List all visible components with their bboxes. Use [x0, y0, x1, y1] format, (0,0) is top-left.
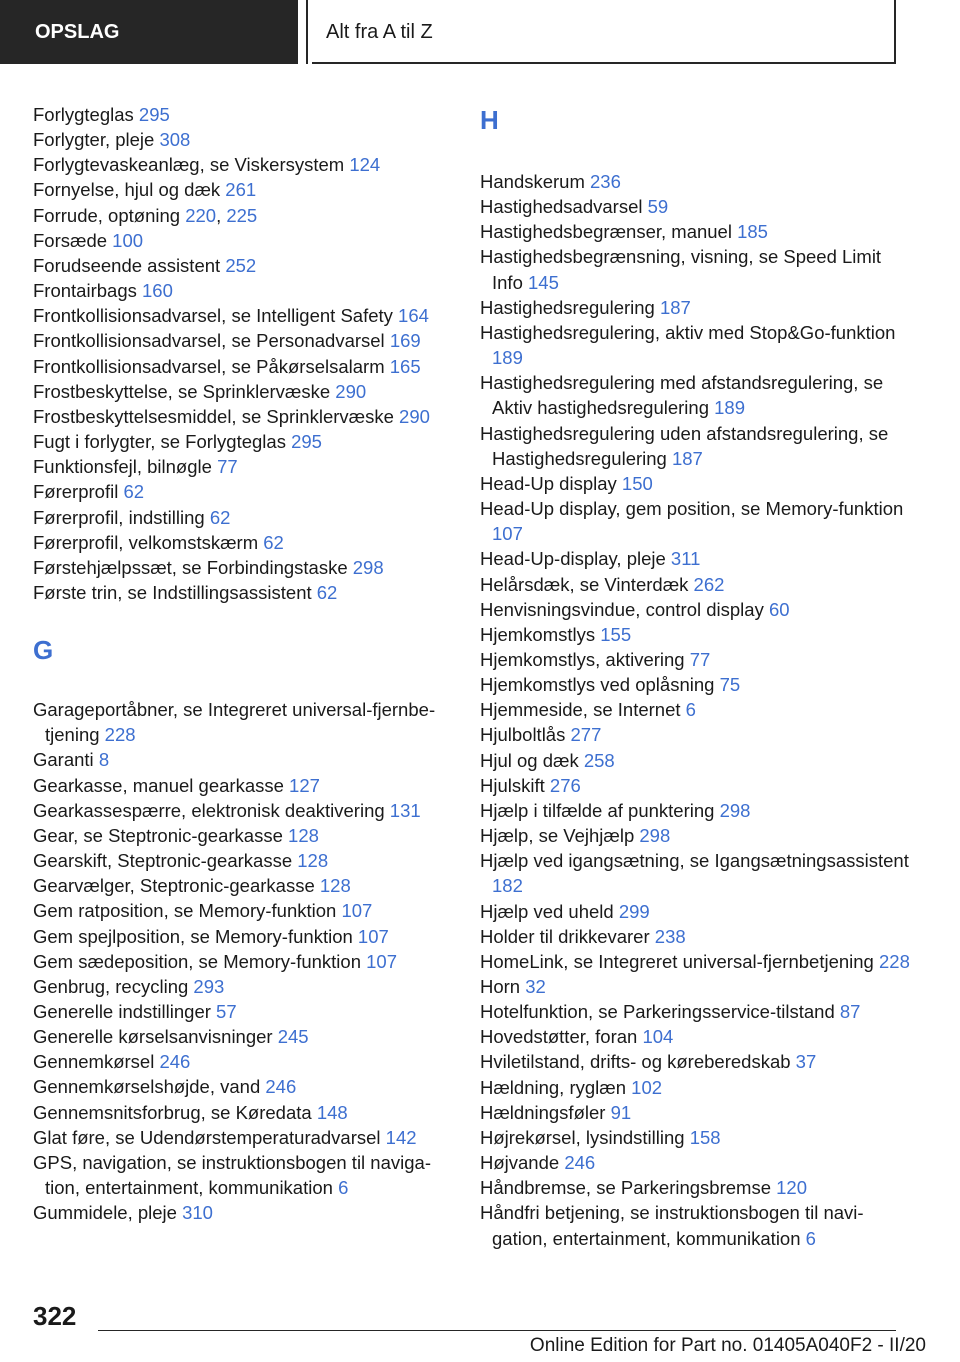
index-entry [33, 898, 453, 923]
index-entry [33, 1200, 453, 1225]
page-link[interactable]: 128 [297, 850, 329, 872]
page-link[interactable]: 169 [389, 330, 421, 352]
index-entry [480, 194, 910, 219]
index-entry [480, 823, 910, 848]
index-term: Frostbeskyttelsesmiddel, se Sprinklervæske [33, 405, 400, 427]
page-link[interactable]: 62 [123, 481, 145, 503]
page-link[interactable]: 258 [583, 749, 615, 771]
index-list-h [480, 169, 910, 1251]
index-term: Gennemkørsel [33, 1051, 160, 1073]
index-entry [33, 949, 453, 974]
index-term: Håndfri betjening, se instruktionsbogen til navigation, entertainment, kommunikation [480, 1202, 864, 1249]
index-term: Fugt i forlygter, se Forlygteglas [33, 431, 292, 453]
index-term: Forrude, optøning [33, 204, 186, 226]
page-link[interactable]: 165 [389, 355, 421, 377]
index-term: Hjemkomstlys [480, 623, 601, 645]
index-term: Højvande [480, 1152, 565, 1174]
index-term: Generelle indstillinger [33, 1001, 217, 1022]
index-entry [33, 848, 453, 873]
page-link[interactable]: 107 [492, 523, 523, 545]
index-term: Førerprofil, velkomstskærm [33, 531, 264, 553]
index-entry [33, 823, 453, 848]
index-term: Head-Up display [480, 472, 622, 494]
index-entry [33, 530, 453, 555]
index-term: Hældning, ryglæn [480, 1076, 632, 1098]
index-entry [33, 1024, 453, 1049]
page-link[interactable]: 77 [217, 456, 238, 478]
page-link[interactable]: 308 [159, 129, 191, 151]
index-entry [33, 747, 453, 772]
index-term: Hastighedsbegrænser, manuel [480, 221, 738, 243]
index-entry [33, 697, 453, 747]
index-term: Genbrug, recycling [33, 975, 194, 997]
index-term: Frontairbags [33, 280, 142, 302]
index-term: Hjemkomstlys ved oplåsning [480, 674, 720, 696]
page-link[interactable]: 142 [385, 1126, 417, 1148]
page-link[interactable]: 131 [389, 799, 421, 821]
chapter-header [312, 0, 896, 64]
index-term: Hastighedsregulering med afstandsregulering, se Aktiv hastighedsregulering [480, 372, 884, 419]
page-link[interactable]: 246 [265, 1076, 297, 1098]
index-list-g [33, 697, 453, 1225]
page-link[interactable]: 37 [795, 1051, 817, 1073]
index-entry [33, 974, 453, 999]
index-term: Horn [480, 976, 526, 997]
index-term: Hjælp ved igangsætning, se Igangsætningsassistent [480, 850, 909, 872]
index-term: Head-Up display, gem position, se Memory-funktion [480, 498, 904, 520]
page-link[interactable]: 75 [719, 674, 741, 696]
page-link[interactable]: 310 [182, 1202, 213, 1224]
page-link[interactable]: 298 [352, 556, 384, 578]
index-term: Hovedstøtter, foran [480, 1026, 643, 1048]
index-letter-h: H [480, 105, 499, 135]
page-link[interactable]: 298 [719, 799, 751, 821]
page-link[interactable]: 228 [104, 724, 136, 746]
index-entry [480, 597, 910, 622]
index-term: Hastighedsbegrænsning, visning, se Speed Limit Info [480, 246, 882, 293]
index-entry [480, 421, 910, 471]
index-entry [480, 370, 910, 420]
index-entry [33, 253, 453, 278]
page-link[interactable]: 57 [216, 1001, 237, 1022]
index-entry [33, 228, 453, 253]
index-entry [480, 899, 910, 924]
header-divider [306, 0, 308, 64]
index-term: Hældningsføler [480, 1101, 611, 1123]
index-entry [33, 798, 453, 823]
index-entry [480, 169, 910, 194]
page-link[interactable]: 228 [879, 950, 910, 972]
index-term: Gem sædeposition, se Memory-funktion [33, 950, 367, 972]
index-entry [480, 798, 910, 823]
page-link[interactable]: 62 [263, 531, 284, 553]
index-term: Forsæde [33, 229, 113, 251]
page-link[interactable]: 60 [768, 598, 790, 620]
index-entry [480, 974, 910, 999]
index-entry [33, 1150, 453, 1200]
index-entry [33, 479, 453, 504]
page-link[interactable]: 238 [654, 925, 686, 947]
index-term: Frontkollisionsadvarsel, se Personadvarsel [33, 330, 390, 352]
index-entry [480, 722, 910, 747]
index-letter-g: G [33, 635, 54, 666]
page-link[interactable]: 158 [689, 1126, 721, 1148]
page-link[interactable]: 32 [525, 976, 546, 997]
index-term: Gennemsnitsforbrug, se Køredata [33, 1101, 317, 1123]
index-term: Gennemkørselshøjde, vand [33, 1076, 266, 1098]
index-term: HomeLink, se Integreret universal-fjernbetjening [480, 950, 879, 972]
index-entry [480, 471, 910, 496]
index-term: Funktionsfejl, bilnøgle [33, 456, 218, 478]
index-entry [33, 580, 453, 605]
page-link[interactable]: 104 [642, 1026, 674, 1048]
page-link[interactable]: 246 [159, 1051, 191, 1073]
index-term: Hjælp, se Vejhjælp [480, 825, 640, 847]
index-term: Frostbeskyttelse, se Sprinklervæske [33, 380, 336, 402]
page-link[interactable]: 107 [341, 900, 373, 922]
index-entry [33, 328, 453, 353]
index-term: Helårsdæk, se Vinterdæk [480, 573, 694, 595]
page-link[interactable]: 128 [319, 875, 351, 897]
page-link[interactable]: 6 [685, 699, 696, 721]
index-entry [480, 219, 910, 244]
index-entry [480, 999, 910, 1024]
index-term: Forlygter, pleje [33, 129, 160, 151]
index-term: Hastighedsregulering uden afstandsregulering, se Hastighedsregulering [480, 422, 889, 469]
page-link[interactable]: 290 [335, 380, 367, 402]
page-link[interactable]: 59 [647, 196, 669, 218]
page-link[interactable]: 6 [805, 1227, 816, 1249]
page-link[interactable]: 311 [670, 548, 701, 570]
index-entry [480, 622, 910, 647]
page-link[interactable]: 148 [316, 1101, 348, 1123]
index-entry [480, 697, 910, 722]
index-term: Hjælp ved uheld [480, 900, 619, 922]
index-entry [33, 505, 453, 530]
index-entry [33, 404, 453, 429]
index-entry [480, 1175, 910, 1200]
index-term: Hviletilstand, drifts- og køreberedskab [480, 1051, 796, 1073]
index-entry [33, 999, 453, 1024]
page-link[interactable]: 187 [659, 296, 691, 318]
page-link[interactable]: 277 [570, 724, 602, 746]
index-term: Gearkassespærre, elektronisk deaktivering [33, 799, 390, 821]
index-entry [33, 303, 453, 328]
index-term: Head-Up-display, pleje [480, 548, 671, 570]
page-link[interactable]: 160 [142, 280, 173, 302]
index-entry: Forrude, optøning 220, 225 [33, 204, 258, 226]
page-link[interactable]: 189 [714, 397, 746, 419]
index-entry [33, 379, 453, 404]
index-entry [480, 1100, 910, 1125]
index-entry [33, 127, 453, 152]
index-term: Forlygteglas [33, 104, 139, 125]
index-entry [33, 1074, 453, 1099]
index-entry [33, 354, 453, 379]
page-link[interactable]: 62 [209, 506, 231, 528]
page-number: 322 [33, 1301, 77, 1331]
index-term: Førerprofil, indstilling [33, 506, 210, 528]
index-entry [480, 848, 910, 898]
page-link[interactable]: 150 [621, 472, 653, 494]
index-term: Hjælp i tilfælde af punktering [480, 799, 720, 821]
page-link[interactable]: 107 [366, 950, 398, 972]
page-link[interactable]: 262 [693, 573, 725, 595]
page-link[interactable]: 102 [631, 1076, 663, 1098]
index-term: Hotelfunktion, se Parkeringsservice-tilstand [480, 1001, 840, 1023]
page-link[interactable]: 182 [492, 875, 523, 897]
index-entry [480, 1049, 910, 1074]
page-link[interactable]: 107 [357, 925, 389, 947]
page-link[interactable]: 6 [338, 1177, 349, 1199]
index-entry [480, 1125, 910, 1150]
page-link[interactable]: 276 [549, 774, 581, 796]
index-term: Hjul og dæk [480, 749, 584, 771]
index-term: Højrekørsel, lysindstilling [480, 1126, 690, 1148]
index-column-left [33, 102, 453, 1225]
index-entry [480, 320, 910, 370]
index-list-f [33, 102, 453, 605]
index-entry [480, 496, 910, 546]
index-entry [480, 949, 910, 974]
page-link[interactable]: 155 [600, 623, 632, 645]
page-link[interactable]: 299 [618, 900, 650, 922]
index-term: Henvisningsvindue, control display [480, 598, 769, 620]
page-link[interactable]: 298 [639, 825, 671, 847]
index-entry [480, 244, 910, 294]
page-link[interactable]: 128 [288, 824, 319, 846]
index-entry [33, 873, 453, 898]
page-link[interactable]: 261 [225, 179, 257, 201]
index-term: Frontkollisionsadvarsel, se Påkørselsalarm [33, 355, 390, 377]
index-term: Holder til drikkevarer [480, 925, 655, 947]
index-entry [33, 924, 453, 949]
index-term: Gummidele, pleje [33, 1202, 183, 1224]
index-term: Gem spejlposition, se Memory-funktion [33, 925, 358, 947]
index-entry [480, 672, 910, 697]
index-term: Forlygtevaskeanlæg, se Viskersystem [33, 154, 350, 176]
index-term: Forudseende assistent [33, 254, 226, 276]
index-term: Hjulboltlås [480, 724, 571, 746]
index-term: Garanti [33, 749, 99, 771]
page-link[interactable]: 189 [492, 347, 523, 369]
index-term: Garageportåbner, se Integreret universal-fjernbetjening [33, 699, 436, 746]
index-entry [33, 1049, 453, 1074]
page-link[interactable]: 252 [225, 254, 257, 276]
index-term: Generelle kørselsanvisninger [33, 1026, 278, 1048]
index-term: Hastighedsregulering, aktiv med Stop&Go-funktion [480, 321, 896, 343]
index-term: Hastighedsadvarsel [480, 196, 648, 218]
section-label: OPSLAG [35, 21, 120, 43]
page-link[interactable]: 62 [316, 581, 338, 603]
index-entry [33, 454, 453, 479]
page-link[interactable]: 145 [528, 271, 559, 293]
index-entry [33, 429, 453, 454]
index-entry [480, 748, 910, 773]
page-link[interactable]: 245 [277, 1026, 309, 1048]
page-link[interactable]: 120 [776, 1177, 808, 1199]
index-column-right [480, 102, 910, 1251]
index-entry [480, 1075, 910, 1100]
page-link[interactable]: 100 [112, 229, 144, 251]
index-term: Førstehjælpssæt, se Forbindingstaske [33, 556, 353, 578]
index-entry [480, 1024, 910, 1049]
index-term: Førerprofil [33, 481, 124, 503]
index-entry [33, 555, 453, 580]
index-entry [33, 1125, 453, 1150]
index-term: Hjemkomstlys, aktivering [480, 648, 690, 670]
index-entry [33, 278, 453, 303]
index-term: Hjulskift [480, 774, 550, 796]
section-tab [0, 0, 298, 64]
index-term: Hastighedsregulering [480, 296, 660, 318]
page-link[interactable]: 91 [610, 1101, 632, 1123]
index-term: Gear, se Steptronic-gearkasse [33, 824, 289, 846]
index-term: Gearvælger, Steptronic-gearkasse [33, 875, 320, 897]
page-link[interactable]: 77 [689, 648, 711, 670]
page-link[interactable]: 87 [839, 1001, 861, 1023]
index-entry [33, 1100, 453, 1125]
index-entry [480, 647, 910, 672]
index-term: Glat føre, se Udendørstemperaturadvarsel [33, 1126, 386, 1148]
index-entry [33, 773, 453, 798]
page-link[interactable]: 8 [98, 749, 110, 771]
index-entry [480, 924, 910, 949]
page-link[interactable]: 127 [289, 774, 320, 796]
index-entry [480, 773, 910, 798]
index-term: Fornyelse, hjul og dæk [33, 179, 226, 201]
chapter-title: Alt fra A til Z [326, 21, 433, 43]
page-link[interactable]: 185 [737, 221, 768, 243]
index-entry [480, 572, 910, 597]
page-link[interactable]: 246 [564, 1152, 596, 1174]
page-link[interactable]: 124 [349, 154, 381, 176]
page-link[interactable]: 290 [399, 405, 430, 427]
index-term: Hjemmeside, se Internet [480, 699, 686, 721]
page-link[interactable]: 236 [590, 171, 621, 192]
index-entry [480, 1200, 910, 1250]
page-link[interactable]: 295 [291, 431, 322, 453]
index-entry [480, 295, 910, 320]
index-entry [33, 177, 453, 202]
page-link[interactable]: 164 [398, 305, 429, 327]
index-term: Handskerum [480, 171, 591, 192]
index-term: Gearkasse, manuel gearkasse [33, 774, 290, 796]
index-term: Gearskift, Steptronic-gearkasse [33, 850, 298, 872]
index-term: Gem ratposition, se Memory-funktion [33, 900, 342, 922]
index-entry [33, 102, 453, 127]
index-term: Håndbremse, se Parkeringsbremse [480, 1177, 777, 1199]
index-entry [33, 152, 453, 177]
index-entry [480, 1150, 910, 1175]
page-link[interactable]: 220 [185, 204, 217, 226]
page-link[interactable]: 225 [226, 204, 258, 226]
index-term: GPS, navigation, se instruktionsbogen til navigation, entertainment, kommunikation [33, 1151, 431, 1199]
page-link[interactable]: 293 [193, 975, 225, 997]
page-link[interactable]: 187 [671, 447, 703, 469]
edition-note: Online Edition for Part no. 01405A040F2 - II/20 [529, 1335, 926, 1356]
index-term: Første trin, se Indstillingsassistent [33, 581, 317, 603]
page-link[interactable]: 295 [138, 104, 170, 125]
index-entry [480, 546, 910, 571]
index-term: Frontkollisionsadvarsel, se Intelligent Safety [33, 305, 399, 327]
